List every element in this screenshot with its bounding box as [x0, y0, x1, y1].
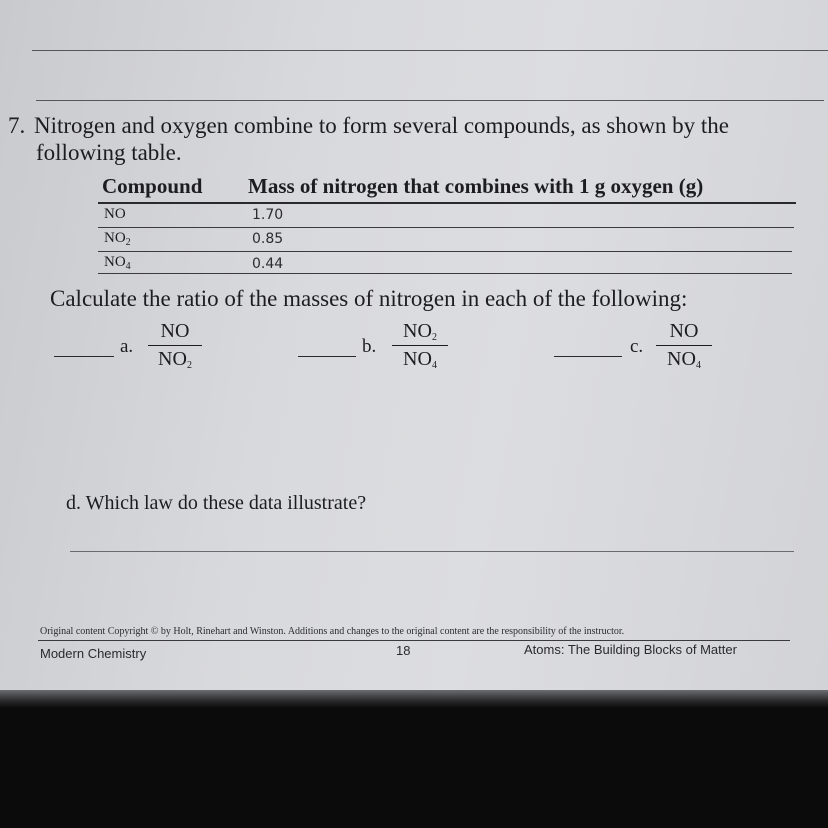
ratio-numerator: $NO_2$	[403, 320, 437, 343]
answer-line[interactable]	[36, 100, 824, 101]
table-cell-mass: 0.85	[252, 231, 284, 247]
answer-line-d[interactable]	[70, 551, 794, 552]
answer-blank-c[interactable]	[554, 356, 622, 357]
ratio-fraction-c	[656, 320, 712, 371]
table-header-rule	[98, 202, 796, 204]
fraction-bar	[392, 345, 448, 346]
instruction-text: Calculate the ratio of the masses of nitrogen in each of the following:	[50, 286, 688, 311]
part-d-question: d. Which law do these data illustrate?	[66, 492, 367, 514]
table-header-mass: Mass of nitrogen that combines with 1 g oxygen (g)	[248, 174, 704, 198]
ratio-fraction-a	[148, 320, 202, 371]
table-header-compound: Compound	[102, 174, 203, 198]
table-bottom-rule	[98, 273, 792, 274]
ratio-letter-b: b.	[362, 336, 377, 357]
ratio-letter-a: a.	[120, 336, 134, 357]
footer-book-title: Modern Chemistry	[40, 646, 147, 661]
ratio-numerator: NO	[669, 320, 699, 342]
ratio-numerator: NO	[160, 320, 190, 342]
fraction-bar	[656, 345, 712, 346]
ratio-denominator: $NO_4$	[667, 348, 701, 371]
ratio-denominator: $NO_4$	[403, 348, 437, 371]
ratio-letter-c: c.	[630, 336, 644, 357]
table-row-rule	[98, 227, 794, 228]
question-text-line-1: Nitrogen and oxygen combine to form several compounds, as shown by the	[34, 113, 729, 138]
ratio-denominator: $NO_2$	[158, 348, 192, 371]
footer-rule	[38, 640, 790, 641]
table-cell-compound: $NO_2$	[104, 230, 131, 248]
page-edge-shadow	[0, 690, 828, 708]
answer-line[interactable]	[32, 50, 828, 51]
footer-chapter-title: Atoms: The Building Blocks of Matter	[524, 642, 737, 657]
question-number: 7.	[8, 113, 26, 138]
footer-page-number: 18	[396, 643, 411, 658]
table-cell-compound: NO	[104, 206, 126, 222]
copyright-notice: Original content Copyright © by Holt, Rinehart and Winston. Additions and changes to the original content are the responsibility of the instructor.	[40, 626, 625, 637]
table-row-rule	[98, 251, 792, 252]
ratio-fraction-b	[392, 320, 448, 371]
fraction-bar	[148, 345, 202, 346]
table-cell-compound: $NO_4$	[104, 254, 131, 272]
answer-blank-b[interactable]	[298, 356, 356, 357]
question-text-line-2: following table.	[36, 140, 182, 165]
table-cell-mass: 0.44	[252, 256, 284, 272]
table-cell-mass: 1.70	[252, 207, 284, 223]
answer-blank-a[interactable]	[54, 356, 114, 357]
